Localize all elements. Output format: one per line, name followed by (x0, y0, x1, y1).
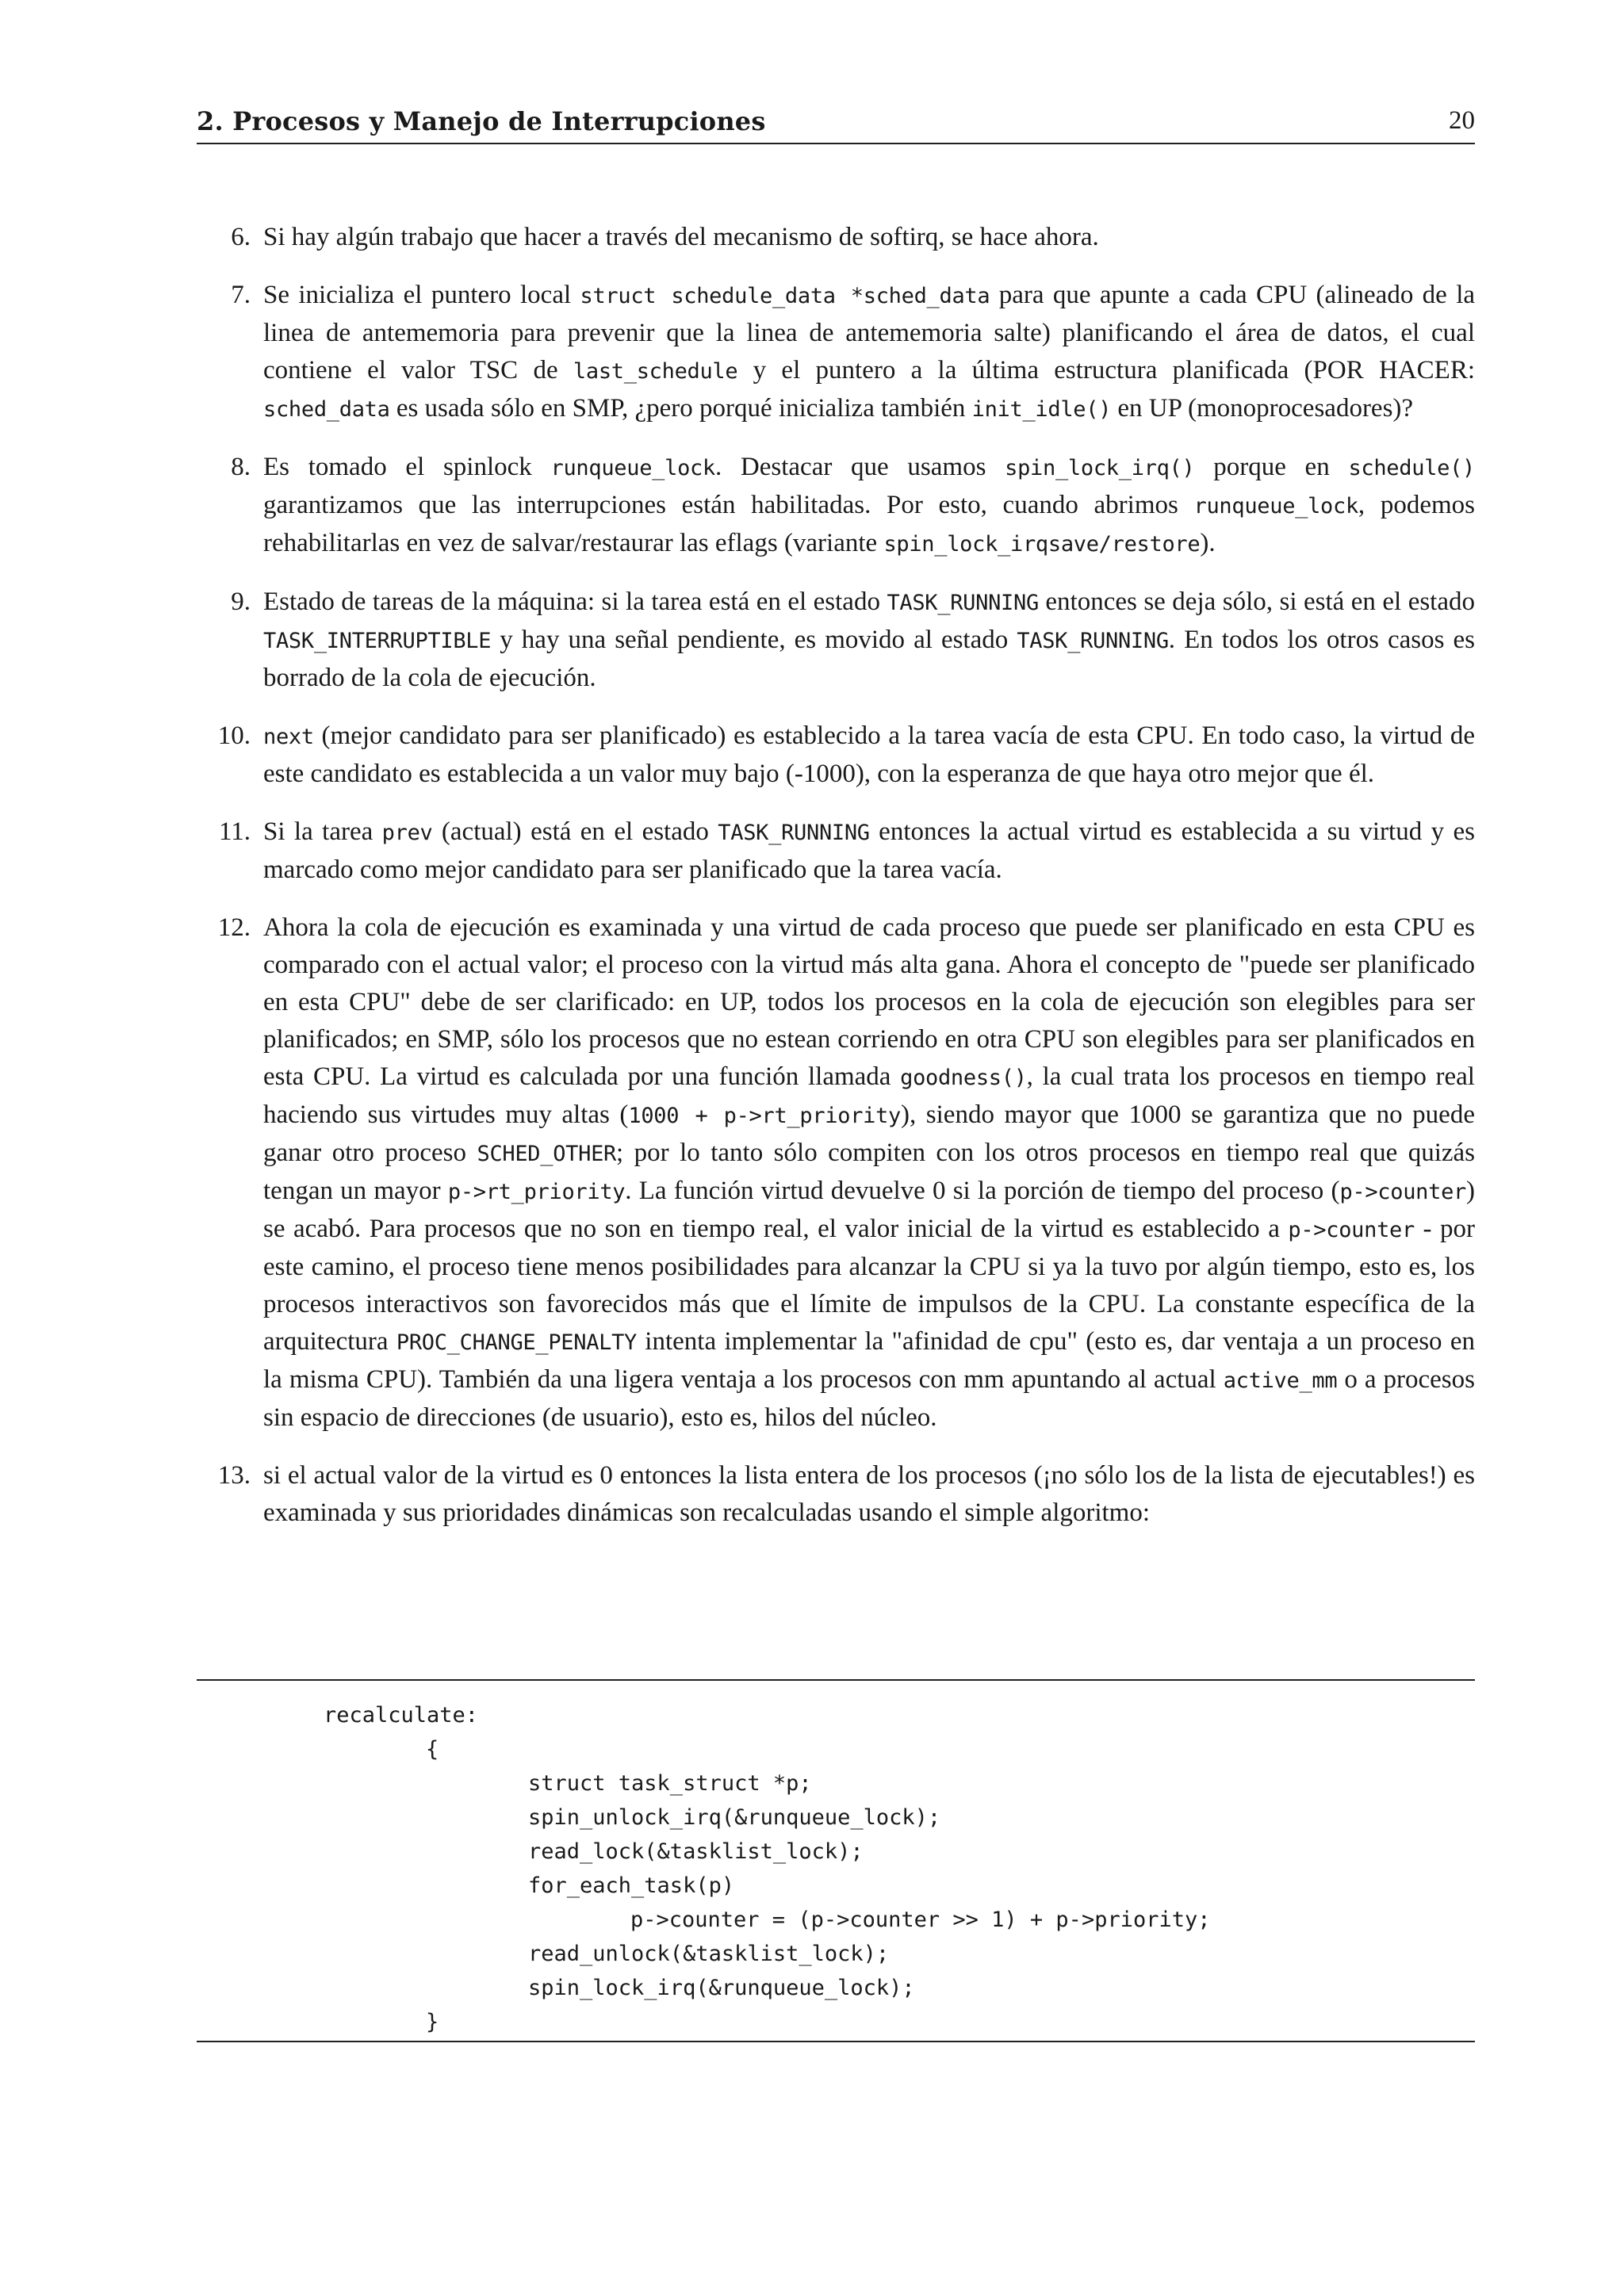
text-run: en UP (monoprocesadores)? (1111, 394, 1414, 423)
list-item (197, 219, 1475, 256)
code-line: read_lock(&tasklist_lock); (528, 1839, 864, 1864)
inline-code: struct schedule_data *sched_data (580, 284, 990, 308)
text-run: entonces la actual virtud es establecida a su virtud y es marcado como mejor candidato para ser planificado que la tarea vacía. (263, 817, 1476, 884)
item-number: 10. (217, 721, 251, 750)
text-run: . La función virtud devuelve 0 si la porción de tiempo del proceso ( (625, 1177, 1340, 1205)
inline-code: TASK_RUNNING (1017, 629, 1169, 653)
inline-code: p->counter (1339, 1180, 1466, 1204)
item-number: 12. (217, 913, 251, 942)
text-run: . En todos los otros casos es borrado de la cola de ejecución. (263, 626, 1475, 692)
item-text (263, 584, 1475, 697)
inline-code: spin_lock_irq() (1005, 456, 1195, 480)
inline-code: schedule() (1348, 456, 1475, 480)
item-text (263, 449, 1475, 563)
text-run: garantizamos que las interrupciones están habilitadas. Por esto, cuando abrimos (263, 491, 1194, 519)
chapter-title: 2. Procesos y Manejo de Interrupciones (197, 106, 766, 136)
text-run: es usada sólo en SMP, ¿pero porqué inicializa también (389, 394, 972, 423)
item-number: 6. (231, 223, 251, 251)
inline-code: 1000 + p->rt_priority (628, 1104, 902, 1128)
code-line: p->counter = (p->counter >> 1) + p->priority; (630, 1908, 1211, 1932)
inline-code: last_schedule (573, 359, 738, 384)
text-run: ), siendo mayor que 1000 se garantiza que no puede ganar otro proceso (263, 1100, 1475, 1167)
text-run: Ahora la cola de ejecución es examinada y una virtud de cada proceso que puede ser planificado en esta CPU es comparado con el actual valor; el proceso con la virtud más alta gana. Ahora el concepto de "puede ser planificado en esta CPU" debe de ser clarificado: en UP, todos los procesos en la cola de ejecución son elegibles para ser planificados; en SMP, sólo los procesos que no estean corriendo en otra CPU son elegibles para ser planificados en esta CPU. La virtud es calculada por una función llamada (263, 913, 1475, 1091)
text-run: ) se acabó. Para procesos que no son en tiempo real, el valor inicial de la virtud es establecido a (263, 1177, 1475, 1243)
text-run: y hay una señal pendiente, es movido al estado (491, 626, 1017, 654)
text-run: intenta implementar la "afinidad de cpu" (esto es, dar ventaja a un proceso en la misma CPU). También da una ligera ventaja a los procesos con mm apuntando al actual (263, 1327, 1475, 1394)
text-run: ). (1200, 529, 1216, 557)
text-run: - por este camino, el proceso tiene menos posibilidades para alcanzar la CPU si ya la tuvo por algún tiempo, esto es, los procesos interactivos son favorecidos más que el límite de impulsos de la CPU. La constante específica de la arquitectura (263, 1215, 1475, 1356)
list-item (197, 718, 1475, 793)
text-run: , podemos rehabilitarlas en vez de salvar/restaurar las eflags (variante (263, 491, 1475, 557)
inline-code: SCHED_OTHER (477, 1142, 616, 1166)
item-number: 9. (231, 587, 251, 616)
text-run: o a procesos sin espacio de direcciones (de usuario), esto es, hilos del núcleo. (263, 1365, 1475, 1432)
code-line: spin_unlock_irq(&runqueue_lock); (528, 1805, 941, 1830)
inline-code: next (263, 725, 314, 749)
text-run: entonces se deja sólo, si está en el estado (1038, 587, 1475, 616)
code-line: { (426, 1737, 439, 1762)
item-text (263, 1457, 1475, 1532)
numbered-list (197, 219, 1475, 1552)
inline-code: init_idle() (971, 397, 1112, 422)
code-line: struct task_struct *p; (528, 1771, 812, 1796)
inline-code: spin_lock_irqsave/restore (883, 532, 1201, 557)
code-line: spin_lock_irq(&runqueue_lock); (528, 1976, 915, 2000)
inline-code: TASK_RUNNING (887, 591, 1039, 615)
code-line: recalculate: (324, 1703, 479, 1728)
text-run: y el puntero a la última estructura planificada (POR HACER: (737, 356, 1475, 385)
inline-code: active_mm (1223, 1368, 1338, 1393)
running-header (197, 101, 1475, 144)
inline-code: p->counter (1288, 1218, 1415, 1242)
list-item (197, 449, 1475, 563)
text-run: Es tomado el spinlock (263, 453, 551, 481)
list-item (197, 584, 1475, 697)
text-run: Estado de tareas de la máquina: si la tarea está en el estado (263, 587, 887, 616)
item-text (263, 813, 1475, 889)
item-number: 13. (217, 1461, 251, 1490)
text-run: . Destacar que usamos (714, 453, 1005, 481)
code-line: for_each_task(p) (528, 1873, 735, 1898)
text-run: (mejor candidato para ser planificado) es establecido a la tarea vacía de esta CPU. En todo caso, la virtud de este candidato es establecida a un valor muy bajo (-1000), con la esperanza de que haya otro mejor que él. (263, 721, 1475, 788)
text-run: (actual) está en el estado (432, 817, 718, 846)
item-number: 8. (231, 453, 251, 481)
item-number: 11. (218, 817, 251, 846)
item-text (263, 718, 1475, 793)
inline-code: TASK_RUNNING (718, 821, 870, 845)
text-run: ; por lo tanto sólo compiten con los otros procesos en tiempo real que quizás tengan un mayor (263, 1138, 1475, 1205)
code-listing (197, 1679, 1475, 2042)
item-text (263, 909, 1475, 1437)
inline-code: runqueue_lock (1193, 494, 1358, 519)
text-run: para que apunte a cada CPU (alineado de la linea de antememoria para prevenir que la linea de antememoria salte) planificando el área de datos, el cual contiene el valor TSC de (263, 281, 1476, 385)
text-run: Si la tarea (263, 817, 382, 846)
inline-code: p->rt_priority (447, 1180, 626, 1204)
inline-code: PROC_CHANGE_PENALTY (396, 1330, 638, 1355)
list-item (197, 813, 1475, 889)
text-run: Se inicializa el puntero local (263, 281, 580, 309)
list-item (197, 909, 1475, 1437)
inline-code: prev (381, 821, 433, 845)
inline-code: goodness() (900, 1066, 1027, 1090)
text-run: porque en (1194, 453, 1349, 481)
text-run: Si hay algún trabajo que hacer a través del mecanismo de softirq, se hace ahora. (263, 223, 1099, 251)
inline-code: TASK_INTERRUPTIBLE (263, 629, 492, 653)
code-line: read_unlock(&tasklist_lock); (528, 1942, 890, 1966)
inline-code: sched_data (263, 397, 390, 422)
item-text (263, 219, 1475, 256)
list-item (197, 277, 1475, 428)
page-number: 20 (1449, 106, 1475, 135)
code-line: } (426, 2010, 439, 2034)
text-run: , la cual trata los procesos en tiempo real haciendo sus virtudes muy altas ( (263, 1062, 1475, 1129)
item-text (263, 277, 1475, 428)
text-run: si el actual valor de la virtud es 0 entonces la lista entera de los procesos (¡no sólo los de la lista de ejecutables!) es examinada y sus prioridades dinámicas son recalculadas usando el simple algoritmo: (263, 1461, 1475, 1527)
list-item (197, 1457, 1475, 1532)
inline-code: runqueue_lock (550, 456, 715, 480)
item-number: 7. (231, 281, 251, 309)
